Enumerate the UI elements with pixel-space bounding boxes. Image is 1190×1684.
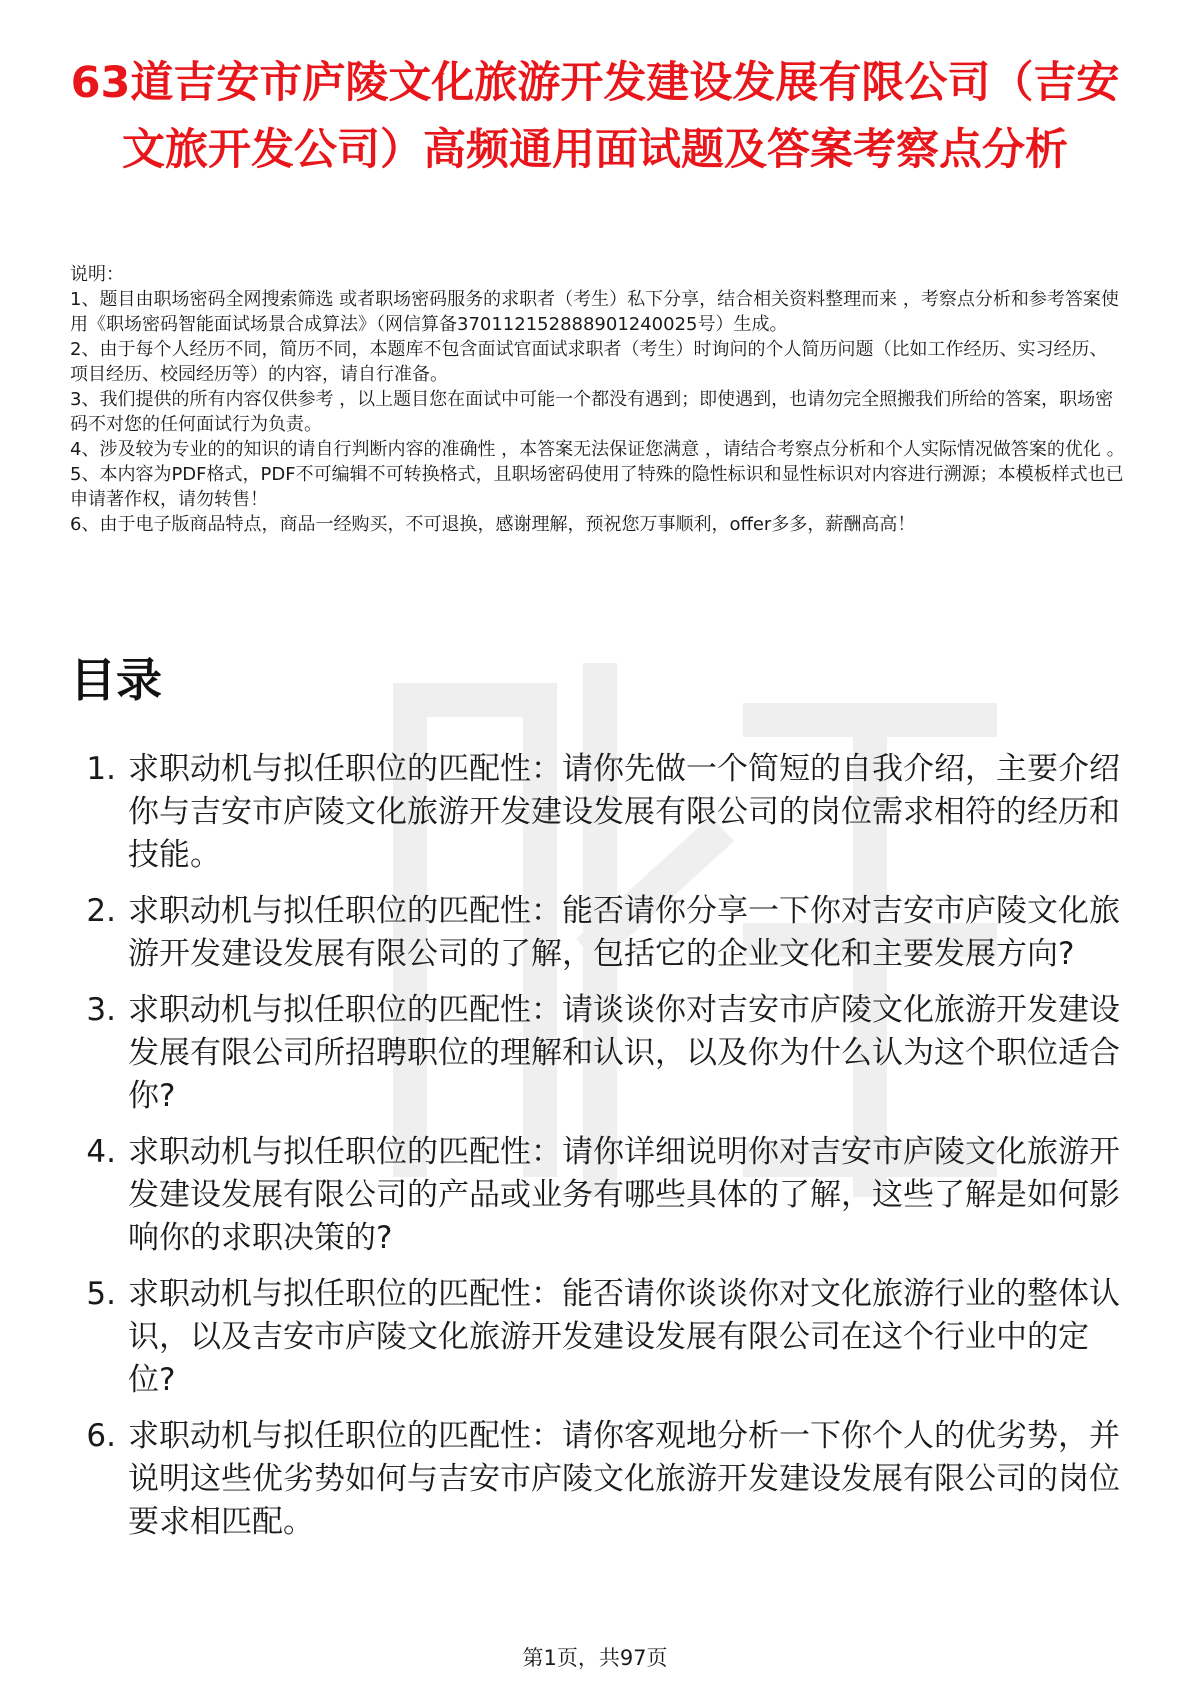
toc-item-number: 2.	[86, 893, 116, 929]
note-item: 4、涉及较为专业的的知识的请自行判断内容的准确性 ，本答案无法保证您满意 ，请结合考察点分析和个人实际情况做答案的优化 。	[70, 439, 1125, 460]
toc-item-number: 3.	[86, 992, 116, 1028]
toc-item-text[interactable]: 求职动机与拟任职位的匹配性：请你先做一个简短的自我介绍，主要介绍你与吉安市庐陵文化旅游开发建设发展有限公司的岗位需求相符的经历和技能。	[128, 751, 1120, 873]
toc-item[interactable]	[70, 1273, 1130, 1402]
toc-item-text[interactable]: 求职动机与拟任职位的匹配性：请你客观地分析一下你个人的优劣势，并说明这些优劣势如何与吉安市庐陵文化旅游开发建设发展有限公司的岗位要求相匹配。	[128, 1418, 1120, 1540]
toc-item[interactable]	[70, 890, 1130, 976]
toc-heading: 目录	[70, 653, 162, 707]
note-item: 3、我们提供的所有内容仅供参考 ，以上题目您在面试中可能一个都没有遇到；即使遇到，也请勿完全照搬我们所给的答案，职场密码不对您的任何面试行为负责。	[70, 389, 1114, 435]
toc-item-number: 5.	[86, 1276, 116, 1312]
table-of-contents	[70, 748, 1130, 1557]
toc-item-number: 6.	[86, 1418, 116, 1454]
toc-item-text[interactable]: 求职动机与拟任职位的匹配性：请谈谈你对吉安市庐陵文化旅游开发建设发展有限公司所招聘职位的理解和认识，以及你为什么认为这个职位适合你?	[128, 992, 1120, 1114]
disclaimer-notes	[70, 262, 1125, 537]
toc-item-text[interactable]: 求职动机与拟任职位的匹配性：请你详细说明你对吉安市庐陵文化旅游开发建设发展有限公司的产品或业务有哪些具体的了解，这些了解是如何影响你的求职决策的?	[128, 1134, 1120, 1256]
toc-item-text[interactable]: 求职动机与拟任职位的匹配性：能否请你谈谈你对文化旅游行业的整体认识，以及吉安市庐陵文化旅游开发建设发展有限公司在这个行业中的定位?	[128, 1276, 1120, 1398]
toc-item[interactable]	[70, 748, 1130, 877]
note-item: 6、由于电子版商品特点，商品一经购买，不可退换，感谢理解，预祝您万事顺利，offer多多，薪酬高高！	[70, 514, 916, 535]
toc-item[interactable]	[70, 1131, 1130, 1260]
page-footer: 第1页，共97页	[522, 1646, 668, 1670]
toc-item-text[interactable]: 求职动机与拟任职位的匹配性：能否请你分享一下你对吉安市庐陵文化旅游开发建设发展有限公司的了解，包括它的企业文化和主要发展方向?	[128, 893, 1120, 972]
toc-item-number: 1.	[86, 751, 116, 787]
toc-item[interactable]	[70, 989, 1130, 1118]
note-item: 2、由于每个人经历不同，简历不同，本题库不包含面试官面试求职者（考生）时询问的个人简历问题（比如工作经历、实习经历、项目经历、校园经历等）的内容，请自行准备。	[70, 339, 1108, 385]
toc-item[interactable]	[70, 1415, 1130, 1544]
notes-heading: 说明：	[70, 264, 124, 285]
toc-item-number: 4.	[86, 1134, 116, 1170]
note-item: 1、题目由职场密码全网搜索筛选 或者职场密码服务的求职者（考生）私下分享，结合相关资料整理而来 ，考察点分析和参考答案使用《职场密码智能面试场景合成算法》（网信算备370112152888901240025号）生成。	[70, 289, 1119, 335]
note-item: 5、本内容为PDF格式，PDF不可编辑不可转换格式，且职场密码使用了特殊的隐性标识和显性标识对内容进行溯源；本模板样式也已申请著作权，请勿转售！	[70, 464, 1124, 510]
document-title: 63道吉安市庐陵文化旅游开发建设发展有限公司（吉安文旅开发公司）高频通用面试题及答案考察点分析	[70, 58, 1120, 175]
